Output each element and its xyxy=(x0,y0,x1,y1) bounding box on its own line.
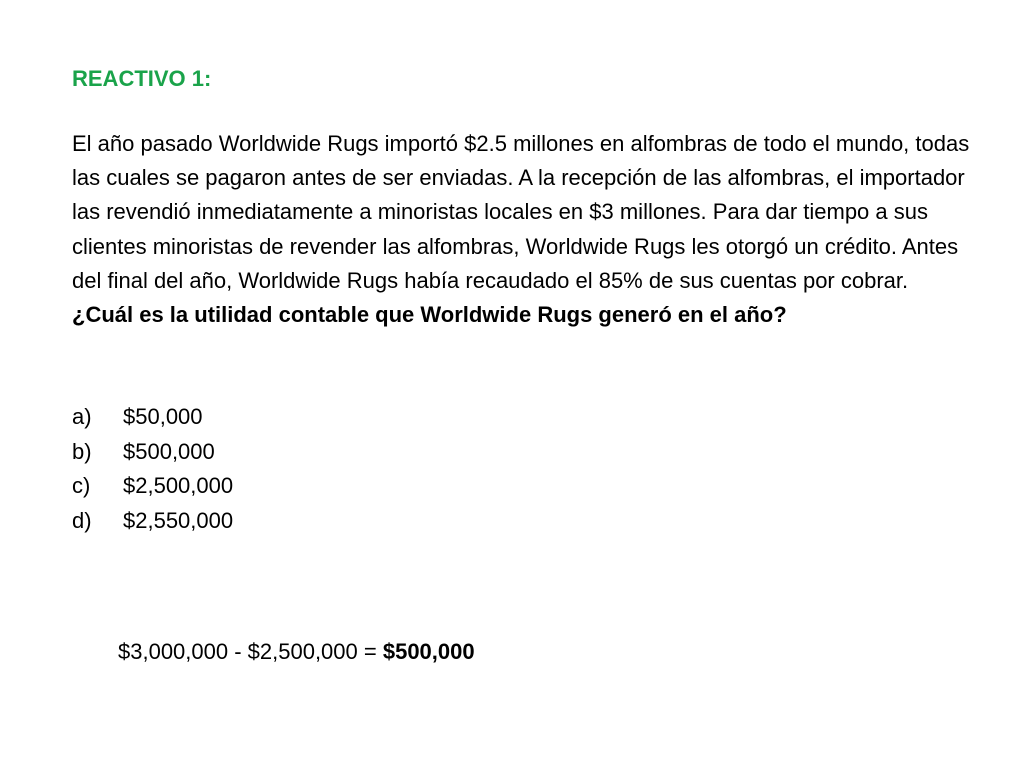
option-letter: b) xyxy=(72,438,92,464)
question-prompt: ¿Cuál es la utilidad contable que Worldwide Rugs generó en el año? xyxy=(72,302,787,328)
option-letter: c) xyxy=(72,473,91,498)
option-letter: a) xyxy=(72,404,92,429)
equation-text: $3,000,000 - $2,500,000 = xyxy=(118,639,383,664)
option-a xyxy=(72,400,233,435)
option-value: $50,000 xyxy=(123,404,203,429)
option-b xyxy=(72,435,233,470)
slide-heading: REACTIVO 1: xyxy=(72,66,212,91)
question-text: El año pasado Worldwide Rugs importó $2.5 millones en alfombras de todo el mundo, todas las cuales se pagaron antes de ser enviadas. A la recepción de las alfombras, el importador las revendió inmediatamente a minoristas locales en $3 millones. Para dar tiempo a sus clientes minoristas de revender las alfombras, Worldwide Rugs les otorgó un crédito. Antes del final del año, Worldwide Rugs había recaudado el 85% de sus cuentas por cobrar. xyxy=(72,131,970,293)
option-c xyxy=(72,469,233,504)
option-d xyxy=(72,504,233,539)
answer-options xyxy=(72,400,233,538)
option-value: $500,000 xyxy=(123,438,215,464)
question-paragraph xyxy=(72,127,972,332)
option-value: $2,550,000 xyxy=(123,507,234,533)
option-value: $2,500,000 xyxy=(123,473,234,498)
answer-equation xyxy=(118,635,475,669)
option-letter: d) xyxy=(72,507,92,533)
equation-answer: $500,000 xyxy=(382,639,475,664)
